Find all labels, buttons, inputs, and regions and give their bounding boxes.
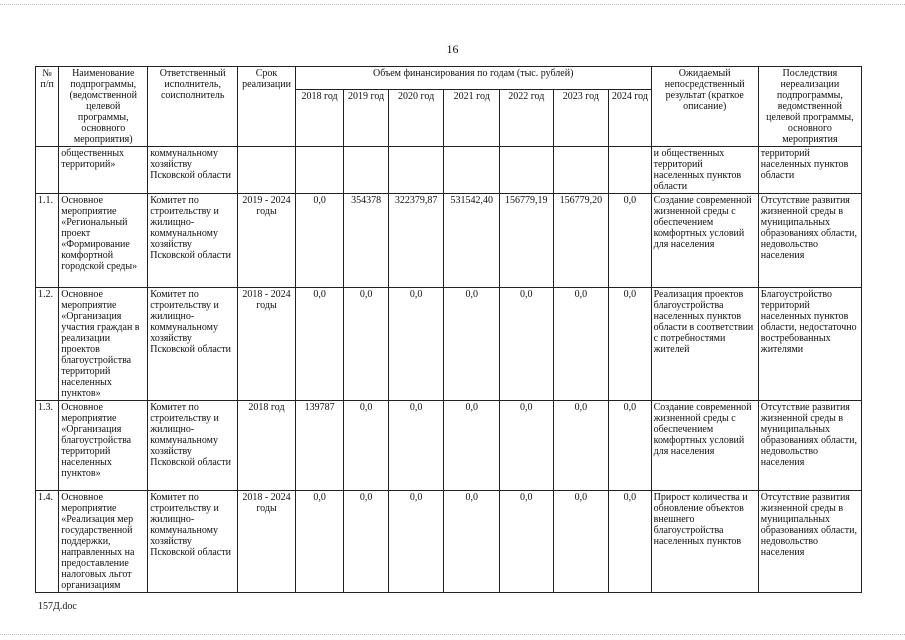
cell-num: 1.2. [36,288,59,401]
header-year: 2020 год [388,90,444,147]
cell-value: 0,0 [388,401,444,491]
cell-result: Реализация проектов благоустройства населенных пунктов области в соответствии с потребностями жителей [651,288,758,401]
cell-value: 0,0 [500,288,554,401]
cell-num: 1.4. [36,491,59,593]
cell-consequences: Отсутствие развития жизненной среды в муниципальных образованиях области, недовольство населения [758,491,861,593]
header-year: 2024 год [609,90,651,147]
cell-value: 0,0 [609,491,651,593]
cell-name: общественных территорий» [59,147,148,194]
cell-consequences: Благоустройство территорий населенных пунктов области, недостаточно востребованных жителями [758,288,861,401]
cell-executor: Комитет по строительству и жилищно-коммунальному хозяйству Псковской области [148,491,238,593]
cell-value [553,147,609,194]
header-financing: Объем финансирования по годам (тыс. рублей) [295,67,651,90]
cell-value: 156779,20 [553,194,609,288]
cell-value: 0,0 [344,288,388,401]
cell-executor: Комитет по строительству и жилищно-коммунальному хозяйству Псковской области [148,288,238,401]
cell-num [36,147,59,194]
cell-result: Прирост количества и обновление объектов внешнего благоустройства населенных пунктов [651,491,758,593]
cell-value [444,147,500,194]
header-year: 2022 год [500,90,554,147]
table-row [36,288,862,401]
cell-num: 1.3. [36,401,59,491]
cell-period: 2018 - 2024 годы [238,491,296,593]
cell-value: 0,0 [388,491,444,593]
table-row [36,194,862,288]
cell-value: 0,0 [500,491,554,593]
cell-consequences: территорий населенных пунктов области [758,147,861,194]
header-year: 2023 год [553,90,609,147]
cell-value [344,147,388,194]
cell-result: и общественных территорий населенных пунктов области [651,147,758,194]
cell-value [609,147,651,194]
cell-period: 2018 - 2024 годы [238,288,296,401]
continuation-row [36,147,862,194]
cell-value: 0,0 [444,491,500,593]
cell-value: 139787 [295,401,344,491]
table-row [36,401,862,491]
financing-table [35,66,862,593]
cell-name: Основное мероприятие «Организация участия граждан в реализации проектов благоустройства территорий населенных пунктов» [59,288,148,401]
cell-value: 0,0 [609,194,651,288]
scan-bottom-edge [0,634,905,636]
cell-value: 322379,87 [388,194,444,288]
header-consequences: Последствия нереализации подпрограммы, ведомственной целевой программы, основного мероприятия [758,67,861,147]
cell-value [500,147,554,194]
cell-value: 0,0 [344,401,388,491]
cell-executor: коммунальному хозяйству Псковской области [148,147,238,194]
cell-period [238,147,296,194]
cell-name: Основное мероприятие «Реализация мер государственной поддержки, направленных на предоставление налоговых льгот организациям [59,491,148,593]
header-num: № п/п [36,67,59,147]
cell-name: Основное мероприятие «Организация благоустройства территорий населенных пунктов» [59,401,148,491]
scan-top-edge [0,4,905,6]
page-number: 16 [446,42,459,56]
cell-consequences: Отсутствие развития жизненной среды в муниципальных образованиях области, недовольство населения [758,401,861,491]
cell-consequences: Отсутствие развития жизненной среды в муниципальных образованиях области, недовольство населения [758,194,861,288]
cell-value: 0,0 [553,288,609,401]
cell-value: 0,0 [444,401,500,491]
cell-result: Создание современной жизненной среды с обеспечением комфортных условий для населения [651,194,758,288]
cell-executor: Комитет по строительству и жилищно-коммунальному хозяйству Псковской области [148,194,238,288]
header-year: 2019 год [344,90,388,147]
cell-num: 1.1. [36,194,59,288]
cell-value: 0,0 [295,194,344,288]
cell-value: 156779,19 [500,194,554,288]
cell-value: 0,0 [344,491,388,593]
cell-value: 0,0 [295,491,344,593]
header-name: Наименование подпрограммы, (ведомственной целевой программы, основного мероприятия) [59,67,148,147]
cell-value: 0,0 [444,288,500,401]
header-period: Срок реализации [238,67,296,147]
cell-value: 0,0 [609,401,651,491]
cell-value: 0,0 [609,288,651,401]
footer-filename: 157Д.doc [38,601,77,612]
cell-value: 354378 [344,194,388,288]
cell-result: Создание современной жизненной среды с обеспечением комфортных условий для населения [651,401,758,491]
header-year: 2021 год [444,90,500,147]
header-row-1 [36,67,862,90]
cell-period: 2019 - 2024 годы [238,194,296,288]
header-result: Ожидаемый непосредственный результат (краткое описание) [651,67,758,147]
header-year: 2018 год [295,90,344,147]
cell-value: 0,0 [295,288,344,401]
cell-period: 2018 год [238,401,296,491]
cell-value: 531542,40 [444,194,500,288]
cell-value: 0,0 [500,401,554,491]
cell-value: 0,0 [553,401,609,491]
cell-value: 0,0 [388,288,444,401]
table-row [36,491,862,593]
cell-name: Основное мероприятие «Региональный проект «Формирование комфортной городской среды» [59,194,148,288]
cell-value [388,147,444,194]
cell-value: 0,0 [553,491,609,593]
cell-value [295,147,344,194]
header-executor: Ответственный исполнитель, соисполнитель [148,67,238,147]
cell-executor: Комитет по строительству и жилищно-коммунальному хозяйству Псковской области [148,401,238,491]
